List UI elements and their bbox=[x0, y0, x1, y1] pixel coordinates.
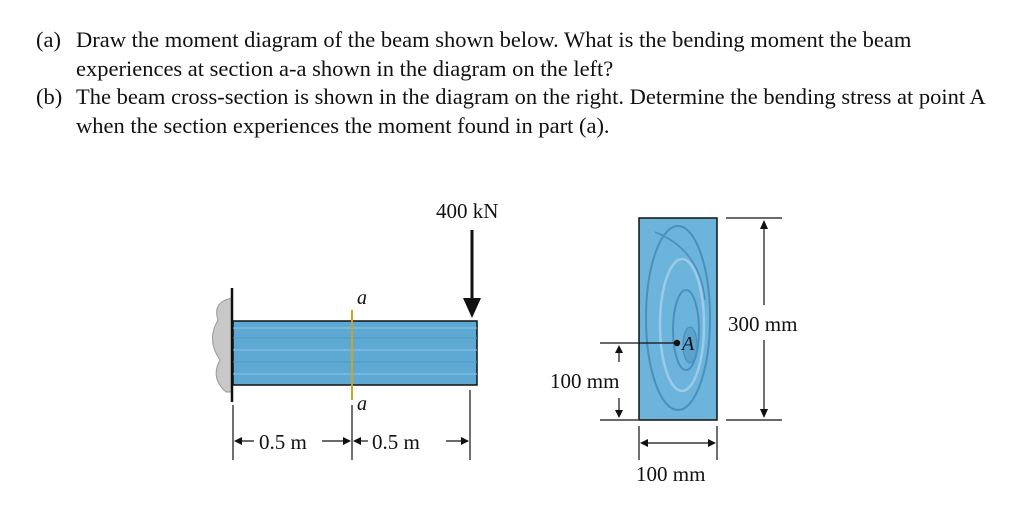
point-a-label: A bbox=[682, 333, 695, 355]
part-b-text: The beam cross-section is shown in the diagram on the right. Determine the bending stress at point A when the section experiences the moment found in part (a). bbox=[76, 84, 985, 138]
part-a-text: Draw the moment diagram of the beam shown below. What is the bending moment the beam experiences at section a-a shown in the diagram on the left? bbox=[76, 27, 912, 81]
width-dimension bbox=[639, 426, 717, 460]
height-label: 300 mm bbox=[728, 312, 798, 336]
beam-body bbox=[233, 321, 477, 385]
load-label: 400 kN bbox=[436, 199, 499, 223]
dim-right-label: 0.5 m bbox=[372, 430, 420, 454]
wood-section bbox=[639, 218, 717, 420]
cross-section-figure bbox=[550, 218, 797, 486]
part-b-label: (b) bbox=[36, 84, 63, 109]
offset-label: 100 mm bbox=[550, 369, 620, 393]
point-load-arrow bbox=[463, 230, 481, 318]
part-a-label: (a) bbox=[36, 27, 61, 52]
beam-figure bbox=[212, 199, 498, 460]
width-label: 100 mm bbox=[636, 462, 706, 486]
dim-left-label: 0.5 m bbox=[259, 430, 307, 454]
point-a-marker bbox=[674, 340, 680, 346]
fixed-support bbox=[212, 288, 232, 402]
section-label-top: a bbox=[357, 287, 367, 309]
section-label-bottom: a bbox=[357, 393, 367, 415]
